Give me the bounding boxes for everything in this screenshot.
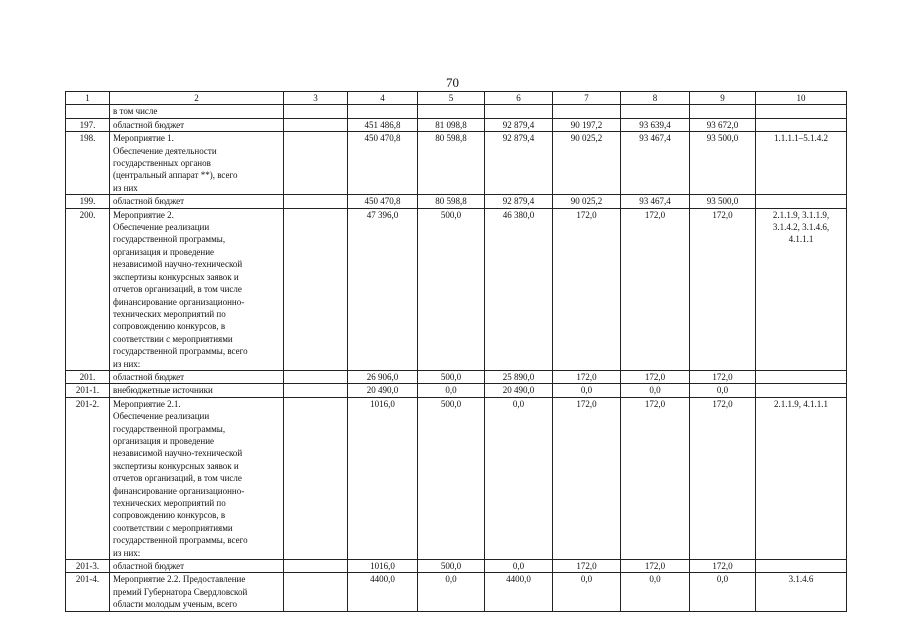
table-cell-c4: 1016,0: [348, 560, 418, 573]
table-cell-c8: 172,0: [621, 397, 690, 559]
table-cell-c3: [284, 397, 348, 559]
table-cell-c8: 93 639,4: [621, 118, 690, 131]
column-header: 10: [756, 92, 847, 105]
column-header: 3: [284, 92, 348, 105]
table-cell-desc: областной бюджет: [110, 118, 284, 131]
table-cell-num: 200.: [66, 208, 110, 370]
table-cell-c5: 81 098,8: [418, 118, 485, 131]
table-cell-num: 198.: [66, 132, 110, 195]
table-cell-c6: 92 879,4: [485, 132, 553, 195]
table-cell-c5: 500,0: [418, 208, 485, 370]
table-cell-c7: 172,0: [553, 208, 621, 370]
table-cell-c10: [756, 195, 847, 208]
table-cell-num: 201.: [66, 370, 110, 383]
table-cell-c10: 2.1.1.9, 4.1.1.1: [756, 397, 847, 559]
table-cell-c8: 93 467,4: [621, 195, 690, 208]
table-cell-c3: [284, 560, 348, 573]
table-cell-c4: 47 396,0: [348, 208, 418, 370]
table-cell-c7: 90 025,2: [553, 132, 621, 195]
table-cell-desc: в том числе: [110, 105, 284, 118]
table-cell-c5: 500,0: [418, 560, 485, 573]
table-cell-desc: Мероприятие 2.1. Обеспечение реализации государственной программы, организация и проведение независимой научно-технической экспертизы конкурсных заявок и отчетов организаций, в том числе финансирование организационно- технических мероприятий по сопровождению конкурсов, в соответствии с мероприятиями государственной программы, всего из них:: [110, 397, 284, 559]
table-cell-c8: 0,0: [621, 384, 690, 397]
column-header: 5: [418, 92, 485, 105]
table-cell-c4: 4400,0: [348, 573, 418, 611]
header-row: [66, 92, 847, 105]
table-cell-c9: 172,0: [690, 370, 756, 383]
table-cell-c4: [348, 105, 418, 118]
table-cell-c3: [284, 195, 348, 208]
table-row: [66, 195, 847, 208]
table-cell-c6: 92 879,4: [485, 195, 553, 208]
table-cell-c7: 90 197,2: [553, 118, 621, 131]
table-cell-c5: 500,0: [418, 397, 485, 559]
table-cell-c6: 46 380,0: [485, 208, 553, 370]
table-cell-c9: 0,0: [690, 573, 756, 611]
table-cell-c3: [284, 132, 348, 195]
table-cell-c7: 172,0: [553, 560, 621, 573]
table-cell-c7: 172,0: [553, 397, 621, 559]
table-cell-c9: 172,0: [690, 397, 756, 559]
table-cell-c4: 450 470,8: [348, 132, 418, 195]
table-cell-c6: [485, 105, 553, 118]
table-cell-num: 201-2.: [66, 397, 110, 559]
table-cell-c5: 0,0: [418, 573, 485, 611]
table-row: [66, 105, 847, 118]
table-cell-num: 201-4.: [66, 573, 110, 611]
table-cell-c9: [690, 105, 756, 118]
table-cell-c7: 172,0: [553, 370, 621, 383]
table-cell-c8: 172,0: [621, 560, 690, 573]
table-cell-c8: 172,0: [621, 208, 690, 370]
table-cell-c7: 0,0: [553, 573, 621, 611]
table-cell-c10: 1.1.1.1–5.1.4.2: [756, 132, 847, 195]
table-cell-num: [66, 105, 110, 118]
table-cell-c10: [756, 560, 847, 573]
table-cell-c10: [756, 105, 847, 118]
table-cell-c9: 93 500,0: [690, 195, 756, 208]
table-cell-c6: 0,0: [485, 397, 553, 559]
table-cell-num: 201-1.: [66, 384, 110, 397]
table-row: [66, 573, 847, 611]
table-cell-c8: [621, 105, 690, 118]
column-header: 1: [66, 92, 110, 105]
table-cell-c7: 0,0: [553, 384, 621, 397]
table-cell-num: 199.: [66, 195, 110, 208]
table-cell-c9: 0,0: [690, 384, 756, 397]
table-cell-c10: [756, 370, 847, 383]
column-header: 9: [690, 92, 756, 105]
table-cell-c6: 20 490,0: [485, 384, 553, 397]
table-cell-c7: 90 025,2: [553, 195, 621, 208]
table-cell-c5: 80 598,8: [418, 132, 485, 195]
table-cell-c5: 80 598,8: [418, 195, 485, 208]
table-cell-c8: 93 467,4: [621, 132, 690, 195]
table-cell-c3: [284, 105, 348, 118]
table-cell-c3: [284, 384, 348, 397]
table-cell-c9: 93 500,0: [690, 132, 756, 195]
table-cell-c3: [284, 370, 348, 383]
table-cell-c9: 172,0: [690, 208, 756, 370]
table-cell-c4: 450 470,8: [348, 195, 418, 208]
table-cell-c10: [756, 384, 847, 397]
table-cell-desc: Мероприятие 2. Обеспечение реализации государственной программы, организация и проведение независимой научно-технической экспертизы конкурсных заявок и отчетов организаций, в том числе финансирование организационно- технических мероприятий по сопровождению конкурсов, в соответствии с мероприятиями государственной программы, всего из них:: [110, 208, 284, 370]
table-cell-c6: 0,0: [485, 560, 553, 573]
table-cell-c5: 0,0: [418, 384, 485, 397]
column-header: 8: [621, 92, 690, 105]
table-cell-desc: Мероприятие 2.2. Предоставление премий Губернатора Свердловской области молодым ученым, всего: [110, 573, 284, 611]
table-cell-desc: Мероприятие 1. Обеспечение деятельности государственных органов (центральный аппарат **), всего из них: [110, 132, 284, 195]
table-cell-c6: 25 890,0: [485, 370, 553, 383]
table-cell-c7: [553, 105, 621, 118]
budget-table: [65, 91, 847, 612]
table-cell-num: 201-3.: [66, 560, 110, 573]
table-cell-c10: 2.1.1.9, 3.1.1.9, 3.1.4.2, 3.1.4.6, 4.1.1.1: [756, 208, 847, 370]
table-cell-c4: 451 486,8: [348, 118, 418, 131]
table-cell-c8: 0,0: [621, 573, 690, 611]
table-cell-c4: 26 906,0: [348, 370, 418, 383]
table-row: [66, 560, 847, 573]
table-row: [66, 397, 847, 559]
column-header: 7: [553, 92, 621, 105]
table-row: [66, 118, 847, 131]
table-cell-c3: [284, 208, 348, 370]
page-number: 70: [446, 75, 459, 90]
column-header: 4: [348, 92, 418, 105]
table-cell-c5: [418, 105, 485, 118]
table-cell-desc: областной бюджет: [110, 195, 284, 208]
table-cell-c6: 92 879,4: [485, 118, 553, 131]
table-cell-c6: 4400,0: [485, 573, 553, 611]
table-cell-desc: областной бюджет: [110, 560, 284, 573]
table-cell-c3: [284, 118, 348, 131]
table-cell-c10: 3.1.4.6: [756, 573, 847, 611]
table-cell-c4: 20 490,0: [348, 384, 418, 397]
table-row: [66, 132, 847, 195]
table-cell-c8: 172,0: [621, 370, 690, 383]
table-row: [66, 384, 847, 397]
table-cell-c9: 172,0: [690, 560, 756, 573]
table-cell-c9: 93 672,0: [690, 118, 756, 131]
table-cell-desc: внебюджетные источники: [110, 384, 284, 397]
table-row: [66, 208, 847, 370]
column-header: 2: [110, 92, 284, 105]
table-cell-c5: 500,0: [418, 370, 485, 383]
table-cell-desc: областной бюджет: [110, 370, 284, 383]
table-row: [66, 370, 847, 383]
table-cell-num: 197.: [66, 118, 110, 131]
column-header: 6: [485, 92, 553, 105]
table-cell-c3: [284, 573, 348, 611]
table-cell-c4: 1016,0: [348, 397, 418, 559]
table-cell-c10: [756, 118, 847, 131]
table-body: [66, 92, 847, 612]
